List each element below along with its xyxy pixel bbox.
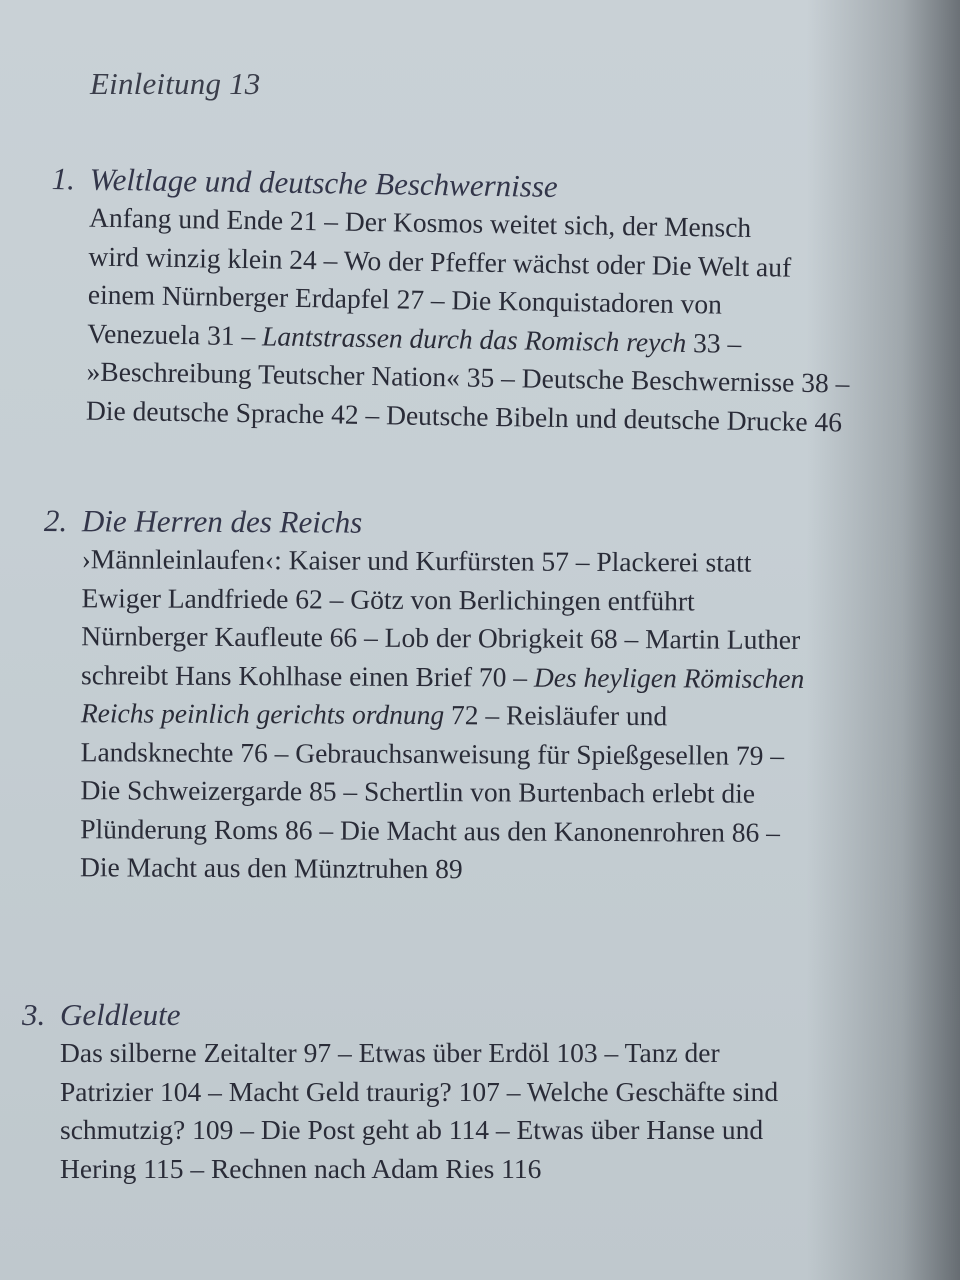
toc-line: Hering 115 – Rechnen nach Adam Ries 116 — [60, 1152, 542, 1184]
toc-line: Plünderung Roms 86 – Die Macht aus den Kanonenrohren 86 – — [80, 812, 780, 848]
toc-line: schmutzig? 109 – Die Post geht ab 114 – Etwas über Hanse und — [60, 1114, 764, 1145]
toc-line: wird winzig klein 24 – Wo der Pfeffer wächst oder Die Welt auf — [88, 240, 792, 283]
chapter-title: Die Herren des Reichs — [81, 503, 363, 540]
toc-line: Patrizier 104 – Macht Geld traurig? 107 – Welche Geschäfte sind — [60, 1075, 779, 1107]
italic-title: Lantstrassen durch das Romisch reych — [261, 319, 687, 358]
chapter-heading — [44, 502, 805, 544]
chapter-entries — [60, 1034, 778, 1188]
toc-chapter-3 — [22, 996, 778, 1188]
chapter-number: 1. — [51, 160, 76, 197]
toc-line: Landsknechte 76 – Gebrauchsanweisung für Spießgesellen 79 – — [80, 735, 785, 771]
toc-line: Ewiger Landfriede 62 – Götz von Berlichingen entführt — [81, 581, 695, 616]
toc-line: ›Männleinlaufen‹: Kaiser und Kurfürsten 57 – Plackerei statt — [81, 543, 752, 578]
toc-line: schreibt Hans Kohlhase einen Brief 70 – Des heyligen Römischen — [81, 658, 805, 694]
toc-line: Die Macht aus den Münztruhen 89 — [80, 851, 463, 885]
toc-line: Die deutsche Sprache 42 – Deutsche Bibeln und deutsche Drucke 46 — [85, 394, 843, 437]
toc-line: Die Schweizergarde 85 – Schertlin von Burtenbach erlebt die — [80, 774, 756, 809]
chapter-title: Geldleute — [60, 997, 181, 1032]
toc-line: Anfang und Ende 21 – Der Kosmos weitet sich, der Mensch — [88, 201, 752, 243]
toc-line: »Beschreibung Teutscher Nation« 35 – Deutsche Beschwernisse 38 – — [86, 355, 850, 399]
italic-title: Reichs peinlich gerichts ordnung — [80, 697, 445, 731]
chapter-number: 2. — [43, 503, 68, 539]
toc-introduction-entry: Einleitung 13 — [90, 66, 261, 101]
italic-title: Des heyligen Römischen — [533, 661, 805, 694]
toc-line: einem Nürnberger Erdapfel 27 – Die Konquistadoren von — [87, 278, 723, 320]
chapter-entries — [80, 540, 805, 890]
toc-line: Venezuela 31 – Lantstrassen durch das Romisch reych 33 – — [87, 317, 742, 359]
toc-chapter-1 — [48, 160, 853, 442]
chapter-title: Weltlage und deutsche Beschwernisse — [89, 161, 558, 204]
chapter-entries — [86, 199, 852, 442]
toc-line: Reichs peinlich gerichts ordnung 72 – Reisläufer und — [80, 697, 668, 732]
toc-line: Das silberne Zeitalter 97 – Etwas über Erdöl 103 – Tanz der — [60, 1037, 720, 1068]
chapter-number: 3. — [22, 997, 46, 1032]
toc-chapter-2 — [42, 502, 805, 890]
chapter-heading — [22, 996, 778, 1034]
toc-line: Nürnberger Kaufleute 66 – Lob der Obrigkeit 68 – Martin Luther — [81, 620, 801, 655]
